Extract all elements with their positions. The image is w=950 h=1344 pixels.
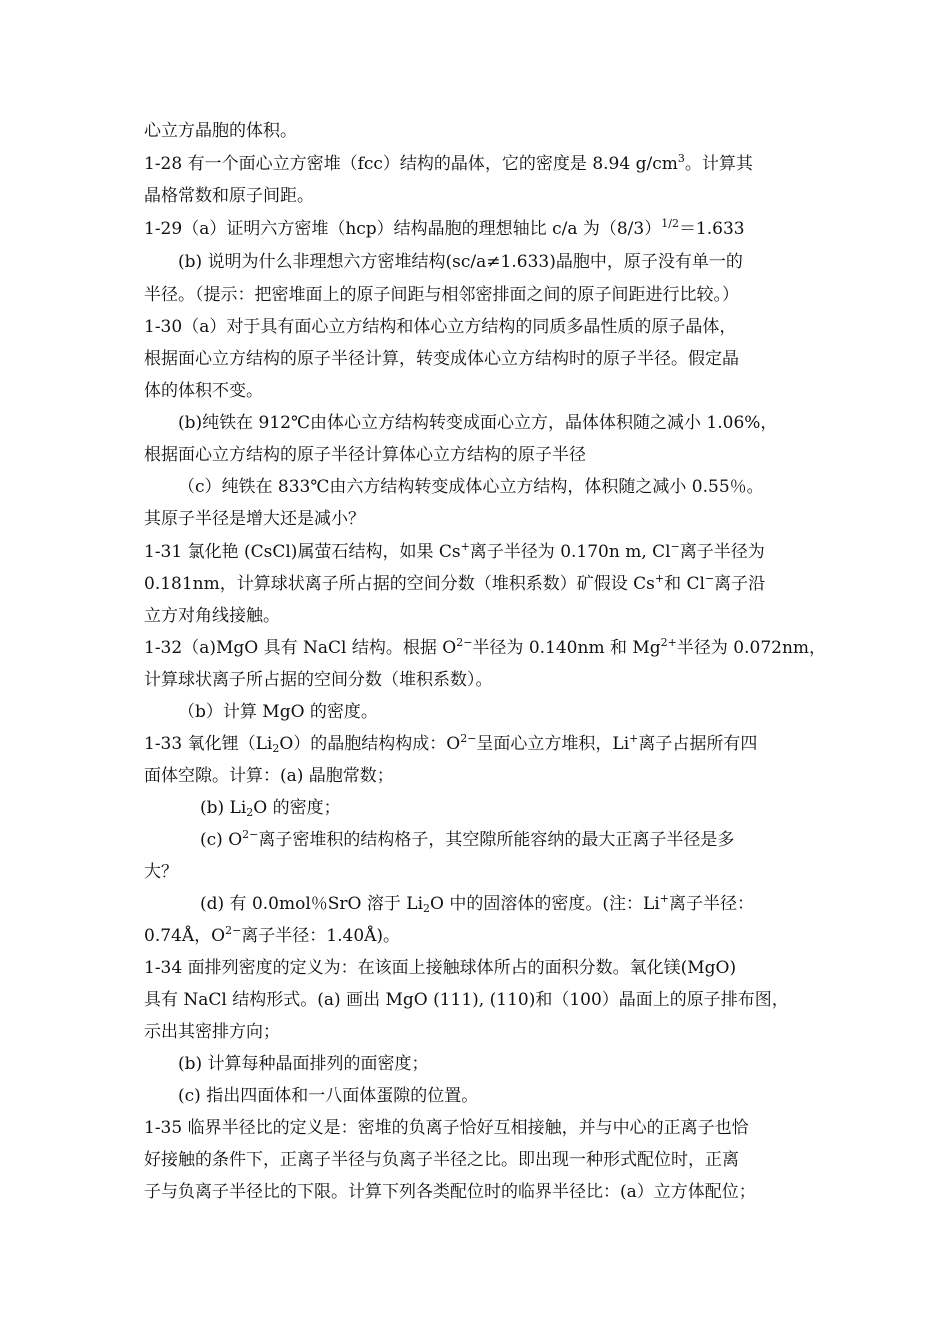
text-line: 根据面心立方结构的原子半径计算，转变成体心立方结构时的原子半径。假定晶 <box>144 349 739 369</box>
problem-1-35-line: 1-35 临界半径比的定义是：密堆的负离子恰好互相接触，并与中心的正离子也恰 <box>144 1118 749 1138</box>
text-line: (c) $O^{2-}$离子密堆积的结构格子，其空隙所能容纳的最大正离子半径是多 <box>200 828 735 850</box>
text-line: 其原子半径是增大还是减小？ <box>144 509 365 529</box>
text-line: 示出其密排方向； <box>144 1022 280 1042</box>
text-line: 0.181nm，计算球状离子所占据的空间分数（堆积系数）矿假设 Cs+和 Cl−离子沿 <box>144 572 766 594</box>
text-line: 心立方晶胞的体积。 <box>144 121 297 141</box>
problem-1-29-line: 1-29（a）证明六方密堆（hcp）结构晶胞的理想轴比 c/a 为$(8/3)^{1/2}=1.633$ <box>144 217 745 239</box>
text-line: 体的体积不变。 <box>144 381 263 401</box>
text-line: 半径。（提示：把密堆面上的原子间距与相邻密排面之间的原子间距进行比较。） <box>144 285 739 305</box>
text-line: 0.74Å，$O^{2-}$离子半径：1.40Å)。 <box>144 924 401 946</box>
text-line: (b) 计算每种晶面排列的面密度； <box>178 1054 429 1074</box>
text-line: (c) 指出四面体和一八面体蛋隙的位置。 <box>178 1086 479 1106</box>
text-line: 子与负离子半径比的下限。计算下列各类配位时的临界半径比：(a）立方体配位； <box>144 1182 756 1202</box>
text-line: （b）计算 MgO 的密度。 <box>178 702 378 722</box>
text-line: (b)纯铁在 912℃由体心立方结构转变成面心立方，晶体体积随之减小 1.06%， <box>178 413 778 433</box>
text-line: (b) 说明为什么非理想六方密堆结构(sc/a≠1.633)晶胞中，原子没有单一的 <box>178 252 743 272</box>
problem-1-32-line: 1-32（a)MgO 具有 NaCl 结构。根据 $O^{2-}$半径为 0.140nm 和 $Mg^{2+}$半径为 0.072nm， <box>144 636 827 658</box>
text-line: 具有 NaCl 结构形式。(a) 画出 MgO (111), (110)和（100）晶面上的原子排布图， <box>144 990 789 1010</box>
problem-1-31-line: 1-31 氯化艳 (CsCl)属萤石结构，如果 Cs+离子半径为 0.170n m, Cl−离子半径为 <box>144 540 765 562</box>
text-line: 立方对角线接触。 <box>144 606 280 626</box>
problem-1-34-line: 1-34 面排列密度的定义为：在该面上接触球体所占的面积分数。氧化镁(MgO) <box>144 958 737 978</box>
problem-1-28-line: 1-28 有一个面心立方密堆（fcc）结构的晶体，它的密度是 8.94 $g/cm^3$。计算其 <box>144 152 753 174</box>
text-line: (b) $Li_2O$ 的密度； <box>200 798 341 819</box>
text-line: 根据面心立方结构的原子半径计算体心立方结构的原子半径 <box>144 445 586 465</box>
text-line: 面体空隙。计算：(a) 晶胞常数； <box>144 766 394 786</box>
problem-1-30-line: 1-30（a）对于具有面心立方结构和体心立方结构的同质多晶性质的原子晶体， <box>144 317 737 337</box>
problem-1-33-line: 1-33 氧化锂$(Li_2O)$的晶胞结构构成：$O^{2-}$呈面心立方堆积，Li+离子占据所有四 <box>144 732 758 755</box>
text-line: (d) 有 0.0mol％SrO 溶于 $Li_2O$ 中的固溶体的密度。(注：Li+离子半径： <box>200 892 754 915</box>
text-line: 晶格常数和原子间距。 <box>144 186 314 206</box>
text-line: 计算球状离子所占据的空间分数（堆积系数）。 <box>144 670 493 690</box>
text-line: 好接触的条件下，正离子半径与负离子半径之比。即出现一种形式配位时，正离 <box>144 1150 739 1170</box>
text-line: （c）纯铁在 833℃由六方结构转变成体心立方结构，体积随之减小 0.55％。 <box>178 477 764 497</box>
text-line: 大？ <box>144 862 178 882</box>
